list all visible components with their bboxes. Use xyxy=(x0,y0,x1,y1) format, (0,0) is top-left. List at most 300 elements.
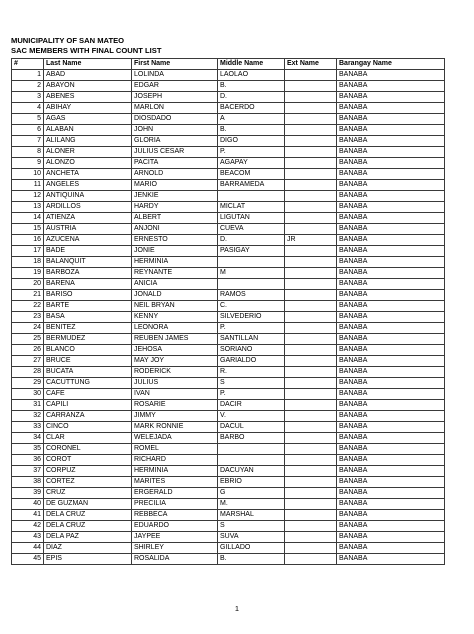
cell-last-name: BARTE xyxy=(44,301,132,312)
cell-first-name: ANJONI xyxy=(132,224,218,235)
table-row xyxy=(12,455,445,466)
cell-last-name: ALONER xyxy=(44,147,132,158)
cell-last-name: ARDILLOS xyxy=(44,202,132,213)
cell-barangay-name: BANABA xyxy=(337,411,445,422)
cell-number: 31 xyxy=(12,400,44,411)
cell-last-name: DELA PAZ xyxy=(44,532,132,543)
cell-first-name: ANICIA xyxy=(132,279,218,290)
cell-ext-name xyxy=(285,389,337,400)
cell-middle-name: SANTILLAN xyxy=(218,334,285,345)
cell-last-name: ABAD xyxy=(44,70,132,81)
cell-number: 38 xyxy=(12,477,44,488)
municipality-title: MUNICIPALITY OF SAN MATEO xyxy=(11,36,125,45)
cell-first-name: RODERICK xyxy=(132,367,218,378)
cell-barangay-name: BANABA xyxy=(337,70,445,81)
table-row xyxy=(12,554,445,565)
table-row xyxy=(12,543,445,554)
cell-first-name: HARDY xyxy=(132,202,218,213)
table-row xyxy=(12,444,445,455)
cell-ext-name xyxy=(285,499,337,510)
cell-last-name: ALONZO xyxy=(44,158,132,169)
cell-middle-name: P. xyxy=(218,147,285,158)
cell-number: 22 xyxy=(12,301,44,312)
table-row xyxy=(12,191,445,202)
table-row xyxy=(12,169,445,180)
cell-first-name: ROSARIE xyxy=(132,400,218,411)
cell-number: 12 xyxy=(12,191,44,202)
cell-ext-name xyxy=(285,400,337,411)
cell-ext-name xyxy=(285,125,337,136)
cell-middle-name: SORIANO xyxy=(218,345,285,356)
table-row xyxy=(12,499,445,510)
cell-ext-name xyxy=(285,543,337,554)
cell-middle-name: P. xyxy=(218,389,285,400)
table-row xyxy=(12,180,445,191)
cell-middle-name: P. xyxy=(218,323,285,334)
cell-barangay-name: BANABA xyxy=(337,312,445,323)
table-row xyxy=(12,532,445,543)
cell-ext-name xyxy=(285,202,337,213)
cell-ext-name xyxy=(285,246,337,257)
cell-first-name: LEONORA xyxy=(132,323,218,334)
cell-last-name: ANTIQUINA xyxy=(44,191,132,202)
cell-number: 32 xyxy=(12,411,44,422)
cell-number: 29 xyxy=(12,378,44,389)
cell-last-name: AZUCENA xyxy=(44,235,132,246)
cell-first-name: REBBECA xyxy=(132,510,218,521)
cell-first-name: MAY JOY xyxy=(132,356,218,367)
cell-barangay-name: BANABA xyxy=(337,455,445,466)
cell-first-name: MARIO xyxy=(132,180,218,191)
cell-barangay-name: BANABA xyxy=(337,532,445,543)
cell-barangay-name: BANABA xyxy=(337,323,445,334)
cell-middle-name: A xyxy=(218,114,285,125)
cell-last-name: BENITEZ xyxy=(44,323,132,334)
cell-ext-name xyxy=(285,180,337,191)
cell-middle-name: AGAPAY xyxy=(218,158,285,169)
cell-ext-name xyxy=(285,279,337,290)
cell-middle-name: DACUYAN xyxy=(218,466,285,477)
column-header-last-name: Last Name xyxy=(44,59,132,70)
cell-ext-name xyxy=(285,378,337,389)
table-row xyxy=(12,279,445,290)
cell-barangay-name: BANABA xyxy=(337,389,445,400)
cell-barangay-name: BANABA xyxy=(337,367,445,378)
cell-barangay-name: BANABA xyxy=(337,499,445,510)
cell-last-name: CINCO xyxy=(44,422,132,433)
cell-ext-name xyxy=(285,367,337,378)
cell-middle-name: B. xyxy=(218,554,285,565)
column-header-barangay-name: Barangay Name xyxy=(337,59,445,70)
cell-barangay-name: BANABA xyxy=(337,290,445,301)
cell-number: 8 xyxy=(12,147,44,158)
cell-barangay-name: BANABA xyxy=(337,235,445,246)
cell-number: 11 xyxy=(12,180,44,191)
cell-first-name: EDUARDO xyxy=(132,521,218,532)
table-row xyxy=(12,125,445,136)
cell-number: 33 xyxy=(12,422,44,433)
cell-middle-name: BEACOM xyxy=(218,169,285,180)
cell-last-name: CORPUZ xyxy=(44,466,132,477)
table-row xyxy=(12,378,445,389)
cell-last-name: DELA CRUZ xyxy=(44,510,132,521)
cell-last-name: CLAR xyxy=(44,433,132,444)
cell-middle-name: MICLAT xyxy=(218,202,285,213)
cell-barangay-name: BANABA xyxy=(337,477,445,488)
cell-first-name: JULIUS xyxy=(132,378,218,389)
table-row xyxy=(12,334,445,345)
cell-number: 26 xyxy=(12,345,44,356)
cell-first-name: MARITES xyxy=(132,477,218,488)
cell-last-name: BLANCO xyxy=(44,345,132,356)
cell-first-name: JIMMY xyxy=(132,411,218,422)
cell-ext-name xyxy=(285,433,337,444)
cell-last-name: AGAS xyxy=(44,114,132,125)
cell-last-name: ABAYON xyxy=(44,81,132,92)
cell-barangay-name: BANABA xyxy=(337,378,445,389)
cell-barangay-name: BANABA xyxy=(337,279,445,290)
cell-number: 5 xyxy=(12,114,44,125)
cell-number: 44 xyxy=(12,543,44,554)
cell-first-name: RICHARD xyxy=(132,455,218,466)
cell-barangay-name: BANABA xyxy=(337,488,445,499)
table-row xyxy=(12,323,445,334)
cell-middle-name: DACIR xyxy=(218,400,285,411)
cell-ext-name xyxy=(285,532,337,543)
cell-middle-name: LIGUTAN xyxy=(218,213,285,224)
cell-barangay-name: BANABA xyxy=(337,125,445,136)
cell-barangay-name: BANABA xyxy=(337,444,445,455)
cell-middle-name: GARIALDO xyxy=(218,356,285,367)
table-row xyxy=(12,510,445,521)
cell-middle-name: D. xyxy=(218,92,285,103)
cell-first-name: PACITA xyxy=(132,158,218,169)
cell-last-name: AUSTRIA xyxy=(44,224,132,235)
table-row xyxy=(12,268,445,279)
table-row xyxy=(12,312,445,323)
cell-barangay-name: BANABA xyxy=(337,301,445,312)
cell-middle-name: LAOLAO xyxy=(218,70,285,81)
cell-barangay-name: BANABA xyxy=(337,224,445,235)
cell-barangay-name: BANABA xyxy=(337,191,445,202)
cell-ext-name xyxy=(285,70,337,81)
table-row xyxy=(12,411,445,422)
cell-number: 20 xyxy=(12,279,44,290)
cell-first-name: GLORIA xyxy=(132,136,218,147)
cell-middle-name: B. xyxy=(218,81,285,92)
cell-barangay-name: BANABA xyxy=(337,345,445,356)
table-row xyxy=(12,136,445,147)
cell-middle-name: R. xyxy=(218,367,285,378)
cell-middle-name xyxy=(218,444,285,455)
cell-ext-name xyxy=(285,455,337,466)
cell-middle-name: EBRIO xyxy=(218,477,285,488)
cell-ext-name xyxy=(285,411,337,422)
cell-middle-name: BARBO xyxy=(218,433,285,444)
cell-first-name: JONALD xyxy=(132,290,218,301)
cell-last-name: ANGELES xyxy=(44,180,132,191)
cell-number: 37 xyxy=(12,466,44,477)
cell-middle-name xyxy=(218,191,285,202)
cell-middle-name: BARRAMEDA xyxy=(218,180,285,191)
cell-barangay-name: BANABA xyxy=(337,554,445,565)
table-row xyxy=(12,345,445,356)
cell-middle-name xyxy=(218,455,285,466)
cell-ext-name xyxy=(285,477,337,488)
cell-first-name: WELEJADA xyxy=(132,433,218,444)
table-row xyxy=(12,301,445,312)
table-row xyxy=(12,158,445,169)
table-row xyxy=(12,235,445,246)
table-row xyxy=(12,147,445,158)
cell-middle-name: CUEVA xyxy=(218,224,285,235)
cell-first-name: KENNY xyxy=(132,312,218,323)
cell-number: 16 xyxy=(12,235,44,246)
cell-last-name: CRUZ xyxy=(44,488,132,499)
table-row xyxy=(12,422,445,433)
table-row xyxy=(12,521,445,532)
cell-ext-name xyxy=(285,488,337,499)
cell-last-name: CARRANZA xyxy=(44,411,132,422)
cell-first-name: REYNANTE xyxy=(132,268,218,279)
cell-ext-name xyxy=(285,224,337,235)
cell-number: 41 xyxy=(12,510,44,521)
table-row xyxy=(12,389,445,400)
cell-ext-name xyxy=(285,268,337,279)
cell-first-name: SHIRLEY xyxy=(132,543,218,554)
cell-number: 42 xyxy=(12,521,44,532)
cell-number: 7 xyxy=(12,136,44,147)
cell-last-name: BARISO xyxy=(44,290,132,301)
cell-ext-name xyxy=(285,92,337,103)
list-title: SAC MEMBERS WITH FINAL COUNT LIST xyxy=(11,46,162,55)
table-row xyxy=(12,290,445,301)
cell-first-name: MARK RONNIE xyxy=(132,422,218,433)
cell-first-name: LOLINDA xyxy=(132,70,218,81)
cell-number: 28 xyxy=(12,367,44,378)
cell-last-name: BRUCE xyxy=(44,356,132,367)
cell-last-name: CACUTTUNG xyxy=(44,378,132,389)
cell-ext-name xyxy=(285,213,337,224)
cell-first-name: ROSALIDA xyxy=(132,554,218,565)
cell-number: 43 xyxy=(12,532,44,543)
cell-first-name: ROMEL xyxy=(132,444,218,455)
cell-number: 27 xyxy=(12,356,44,367)
cell-first-name: HERMINIA xyxy=(132,257,218,268)
cell-last-name: ATIENZA xyxy=(44,213,132,224)
table-row xyxy=(12,81,445,92)
cell-barangay-name: BANABA xyxy=(337,543,445,554)
cell-barangay-name: BANABA xyxy=(337,400,445,411)
cell-middle-name: G xyxy=(218,488,285,499)
cell-barangay-name: BANABA xyxy=(337,103,445,114)
cell-last-name: ABIHAY xyxy=(44,103,132,114)
cell-ext-name xyxy=(285,191,337,202)
cell-ext-name xyxy=(285,301,337,312)
cell-ext-name xyxy=(285,356,337,367)
cell-last-name: BUCATA xyxy=(44,367,132,378)
cell-barangay-name: BANABA xyxy=(337,422,445,433)
cell-ext-name xyxy=(285,136,337,147)
cell-middle-name: M. xyxy=(218,499,285,510)
cell-ext-name xyxy=(285,312,337,323)
table-row xyxy=(12,103,445,114)
cell-first-name: IVAN xyxy=(132,389,218,400)
cell-ext-name xyxy=(285,554,337,565)
cell-middle-name: GILLADO xyxy=(218,543,285,554)
cell-last-name: BASA xyxy=(44,312,132,323)
cell-middle-name: S xyxy=(218,378,285,389)
cell-barangay-name: BANABA xyxy=(337,169,445,180)
cell-number: 18 xyxy=(12,257,44,268)
table-row xyxy=(12,246,445,257)
table-row xyxy=(12,202,445,213)
cell-ext-name xyxy=(285,114,337,125)
cell-number: 35 xyxy=(12,444,44,455)
cell-middle-name: V. xyxy=(218,411,285,422)
cell-ext-name xyxy=(285,158,337,169)
cell-middle-name: DACUL xyxy=(218,422,285,433)
cell-last-name: ANCHETA xyxy=(44,169,132,180)
cell-middle-name: SUVA xyxy=(218,532,285,543)
column-header-number: # xyxy=(12,59,44,70)
table-row xyxy=(12,466,445,477)
cell-ext-name xyxy=(285,334,337,345)
cell-first-name: JOHN xyxy=(132,125,218,136)
cell-number: 24 xyxy=(12,323,44,334)
cell-last-name: DIAZ xyxy=(44,543,132,554)
cell-ext-name xyxy=(285,510,337,521)
cell-number: 10 xyxy=(12,169,44,180)
cell-ext-name xyxy=(285,444,337,455)
cell-middle-name: RAMOS xyxy=(218,290,285,301)
cell-last-name: COROT xyxy=(44,455,132,466)
cell-first-name: REUBEN JAMES xyxy=(132,334,218,345)
cell-first-name: JAYPEE xyxy=(132,532,218,543)
table-row xyxy=(12,433,445,444)
cell-middle-name: S xyxy=(218,521,285,532)
cell-ext-name xyxy=(285,521,337,532)
cell-number: 9 xyxy=(12,158,44,169)
cell-middle-name: C. xyxy=(218,301,285,312)
cell-barangay-name: BANABA xyxy=(337,510,445,521)
cell-number: 17 xyxy=(12,246,44,257)
cell-number: 1 xyxy=(12,70,44,81)
cell-last-name: BADE xyxy=(44,246,132,257)
table-row xyxy=(12,488,445,499)
table-row xyxy=(12,400,445,411)
cell-last-name: BERMUDEZ xyxy=(44,334,132,345)
cell-middle-name: DIGO xyxy=(218,136,285,147)
cell-first-name: ALBERT xyxy=(132,213,218,224)
cell-last-name: DELA CRUZ xyxy=(44,521,132,532)
cell-barangay-name: BANABA xyxy=(337,158,445,169)
cell-ext-name xyxy=(285,290,337,301)
cell-middle-name xyxy=(218,279,285,290)
cell-number: 23 xyxy=(12,312,44,323)
cell-first-name: HERMINIA xyxy=(132,466,218,477)
cell-ext-name xyxy=(285,323,337,334)
cell-number: 21 xyxy=(12,290,44,301)
cell-middle-name: B. xyxy=(218,125,285,136)
cell-last-name: BARBOZA xyxy=(44,268,132,279)
cell-first-name: JULIUS CESAR xyxy=(132,147,218,158)
cell-number: 13 xyxy=(12,202,44,213)
cell-middle-name: BACERDO xyxy=(218,103,285,114)
cell-ext-name xyxy=(285,466,337,477)
cell-first-name: ARNOLD xyxy=(132,169,218,180)
cell-ext-name xyxy=(285,81,337,92)
cell-number: 4 xyxy=(12,103,44,114)
cell-barangay-name: BANABA xyxy=(337,268,445,279)
cell-ext-name xyxy=(285,169,337,180)
cell-first-name: ERGERALD xyxy=(132,488,218,499)
column-header-first-name: First Name xyxy=(132,59,218,70)
cell-barangay-name: BANABA xyxy=(337,147,445,158)
cell-number: 39 xyxy=(12,488,44,499)
cell-middle-name: M xyxy=(218,268,285,279)
cell-barangay-name: BANABA xyxy=(337,213,445,224)
cell-last-name: BALANQUIT xyxy=(44,257,132,268)
table-row xyxy=(12,356,445,367)
cell-first-name: JOSEPH xyxy=(132,92,218,103)
table-row xyxy=(12,477,445,488)
cell-last-name: CAPILI xyxy=(44,400,132,411)
cell-last-name: ALILANG xyxy=(44,136,132,147)
cell-first-name: EDGAR xyxy=(132,81,218,92)
column-header-middle-name: Middle Name xyxy=(218,59,285,70)
cell-first-name: NEIL BRYAN xyxy=(132,301,218,312)
cell-first-name: DIOSDADO xyxy=(132,114,218,125)
cell-barangay-name: BANABA xyxy=(337,356,445,367)
cell-middle-name: MARSHAL xyxy=(218,510,285,521)
cell-last-name: CAFE xyxy=(44,389,132,400)
cell-barangay-name: BANABA xyxy=(337,246,445,257)
cell-ext-name xyxy=(285,103,337,114)
cell-barangay-name: BANABA xyxy=(337,334,445,345)
cell-number: 30 xyxy=(12,389,44,400)
cell-first-name: JENKIE xyxy=(132,191,218,202)
cell-number: 19 xyxy=(12,268,44,279)
cell-last-name: ALABAN xyxy=(44,125,132,136)
cell-barangay-name: BANABA xyxy=(337,433,445,444)
cell-first-name: PRECILIA xyxy=(132,499,218,510)
cell-middle-name xyxy=(218,257,285,268)
cell-barangay-name: BANABA xyxy=(337,257,445,268)
cell-first-name: JEHOSA xyxy=(132,345,218,356)
cell-barangay-name: BANABA xyxy=(337,92,445,103)
cell-number: 6 xyxy=(12,125,44,136)
table-row xyxy=(12,70,445,81)
table-row xyxy=(12,114,445,125)
cell-barangay-name: BANABA xyxy=(337,521,445,532)
table-row xyxy=(12,213,445,224)
page-number: 1 xyxy=(234,604,240,613)
cell-number: 3 xyxy=(12,92,44,103)
cell-last-name: CORONEL xyxy=(44,444,132,455)
cell-number: 40 xyxy=(12,499,44,510)
cell-ext-name xyxy=(285,257,337,268)
cell-last-name: EPIS xyxy=(44,554,132,565)
cell-last-name: CORTEZ xyxy=(44,477,132,488)
table-row xyxy=(12,257,445,268)
members-table xyxy=(11,58,445,565)
cell-number: 25 xyxy=(12,334,44,345)
cell-barangay-name: BANABA xyxy=(337,466,445,477)
cell-middle-name: SILVEDERIO xyxy=(218,312,285,323)
cell-number: 45 xyxy=(12,554,44,565)
cell-last-name: ABENES xyxy=(44,92,132,103)
